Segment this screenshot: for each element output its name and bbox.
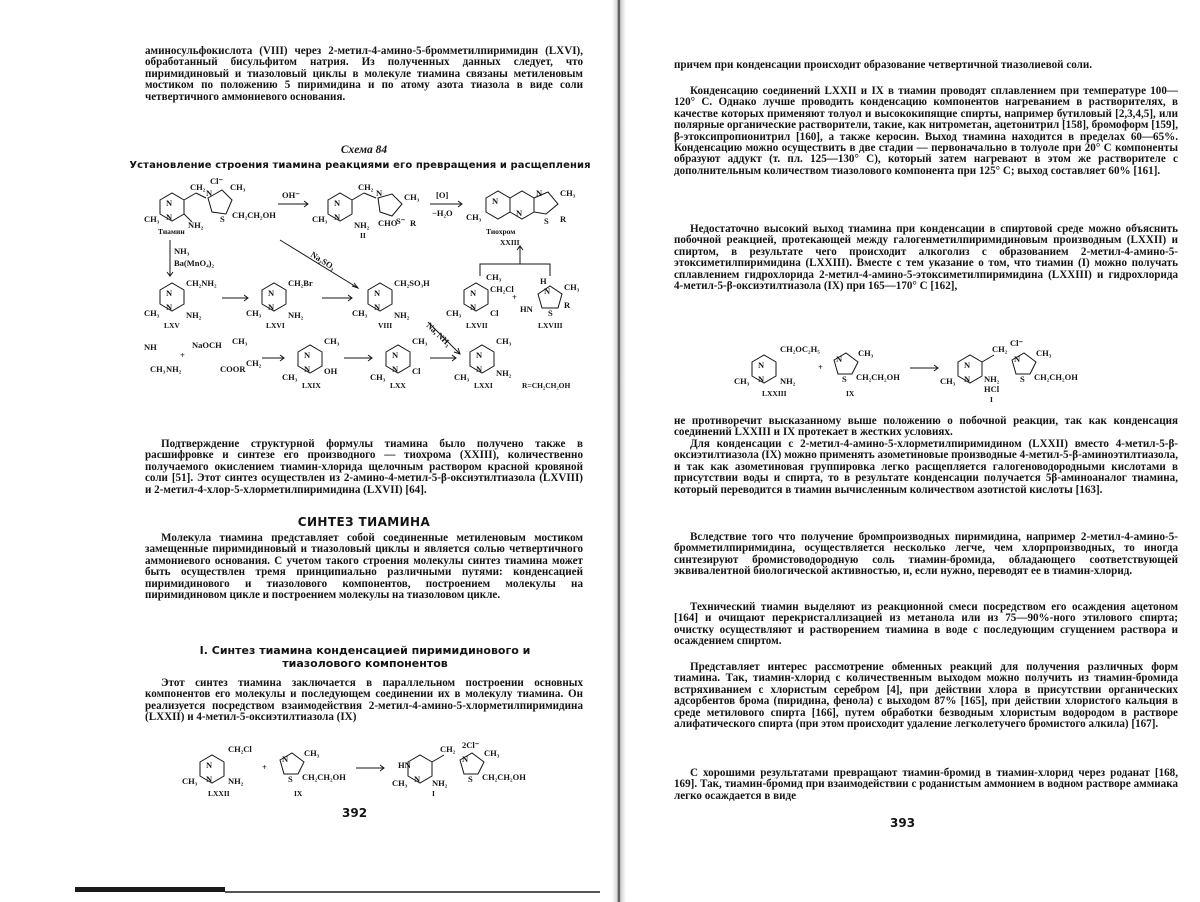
svg-text:S: S xyxy=(842,374,847,384)
svg-text:CH₂: CH₂ xyxy=(992,344,1008,354)
svg-text:CH₂: CH₂ xyxy=(246,358,262,368)
scan-edge-bar xyxy=(75,887,225,892)
label-thiochrome: Тиохром xyxy=(486,227,516,236)
svg-text:S: S xyxy=(548,308,553,318)
structure-ix-right xyxy=(834,348,900,398)
thiochrome-structure xyxy=(466,188,576,247)
structure-lxv xyxy=(144,278,217,330)
svg-text:NH₂: NH₂ xyxy=(228,776,244,786)
structure-lxvi xyxy=(246,278,313,330)
svg-text:N: N xyxy=(470,302,477,312)
label-lxvi: LXVI xyxy=(266,321,285,330)
svg-text:N: N xyxy=(462,754,469,764)
label-lxxii: LXXII xyxy=(208,789,230,798)
svg-text:N: N xyxy=(334,212,341,222)
svg-text:NH₂: NH₂ xyxy=(394,310,410,320)
svg-text:S⁻: S⁻ xyxy=(396,216,406,226)
label-ii: II xyxy=(360,231,366,240)
label-oh-minus: OH⁻ xyxy=(282,190,300,200)
svg-text:NH₂: NH₂ xyxy=(432,778,448,788)
label-na-nh3: Na, NH₃ xyxy=(424,320,454,349)
label-na2so3: Na₂SO₃ xyxy=(308,249,337,272)
svg-text:N: N xyxy=(206,774,213,784)
structure-lxviii xyxy=(520,276,580,330)
label-i-right: I xyxy=(990,395,993,404)
svg-text:CH₃: CH₃ xyxy=(1036,348,1052,358)
svg-text:CH₂NH₂: CH₂NH₂ xyxy=(186,278,217,288)
svg-text:N: N xyxy=(374,302,381,312)
svg-text:N: N xyxy=(282,754,289,764)
label-ix: IX xyxy=(294,789,303,798)
svg-text:NH₂: NH₂ xyxy=(166,364,182,374)
svg-text:N: N xyxy=(414,774,421,784)
svg-text:N: N xyxy=(392,350,399,360)
svg-text:CH₂Br: CH₂Br xyxy=(288,278,313,288)
svg-text:NH₂: NH₂ xyxy=(188,220,204,230)
svg-text:CH₂SO₃H: CH₂SO₃H xyxy=(394,278,430,288)
svg-text:N: N xyxy=(206,188,213,198)
right-page xyxy=(622,0,1200,902)
paragraph-r1: причем при конденсации происходит образование четвертичной тиазолиевой соли. xyxy=(674,59,1093,71)
scheme-84-diagram xyxy=(140,176,600,396)
svg-text:N: N xyxy=(1014,354,1021,364)
svg-text:N: N xyxy=(374,288,381,298)
svg-text:CH₃: CH₃ xyxy=(466,212,482,222)
label-lxx: LXX xyxy=(390,381,406,390)
svg-text:+: + xyxy=(818,362,823,372)
svg-text:CH₃: CH₃ xyxy=(370,372,386,382)
svg-text:N: N xyxy=(536,188,543,198)
svg-text:CH₂Cl: CH₂Cl xyxy=(490,284,514,294)
svg-text:CH₂CH₂OH: CH₂CH₂OH xyxy=(232,210,276,220)
scan-edge-line xyxy=(225,891,600,893)
svg-text:N: N xyxy=(544,286,551,296)
section-title: СИНТЕЗ ТИАМИНА xyxy=(297,515,431,529)
svg-text:CH₂CH₂OH: CH₂CH₂OH xyxy=(856,372,900,382)
label-i: I xyxy=(432,789,435,798)
svg-text:CH₂CH₂OH: CH₂CH₂OH xyxy=(1034,372,1078,382)
label-hcl: HCl xyxy=(984,384,1000,394)
svg-text:HN: HN xyxy=(398,760,411,770)
svg-text:CH₃: CH₃ xyxy=(304,748,320,758)
svg-text:N: N xyxy=(376,188,383,198)
svg-text:S: S xyxy=(220,214,225,224)
svg-text:H: H xyxy=(540,276,547,286)
svg-text:N: N xyxy=(166,288,173,298)
svg-text:HN: HN xyxy=(520,304,533,314)
svg-text:CH₂: CH₂ xyxy=(358,182,374,192)
label-lxvii: LXVII xyxy=(466,321,488,330)
svg-text:CH₂CH₂OH: CH₂CH₂OH xyxy=(302,772,346,782)
paragraph-r9: С хорошими результатами превращают тиамин-бромид в тиамин-хлорид через роданат [168, 169]. Так, тиамин-бромид при взаимодействии с роданистым аммонием в водном растворе аммиака легко осаждается в виде xyxy=(674,767,1178,802)
paragraph-confirmation: Подтверждение структурной формулы тиамина было получено также в расшифровке и синтезе его производного — тиохрома (XXIII), количественно получаемого окислением тиамин-хлорида щелочным раствором красной кровяной соли [51]. Этот синтез осуществлен из 2-амино-4-метил-5-β-оксиэтилтиазола (LXVIII) и 2-метил-4-хлор-5-хлорметилпиримидина (LXVII) [64]. xyxy=(145,438,583,496)
label-lxxi: LXXI xyxy=(474,381,493,390)
paragraph-intro: аминосульфокислота (VIII) через 2-метил-4-амино-5-бромметилпиримидин (LXVI), обработанный бисульфитом натрия. Из полученных данных следует, что пиримидиновый и тиазоловый циклы в молекуле тиамина связаны метиленовым мостиком по положению 5 пиримидина и по атому азота тиазола в виде соли четвертичного аммониевого основания. xyxy=(145,45,583,103)
svg-text:CH₃: CH₃ xyxy=(182,776,198,786)
svg-text:CH₃: CH₃ xyxy=(392,778,408,788)
paragraph-r5: Для конденсации с 2-метил-4-амино-5-хлорметилпиримидином (LXXII) вместо 4-метил-5-β-оксиэтилтиазола (IX) можно применять азометиновые производные 4-метил-5-β-аминоэтилтиазола, и так как азометиновая группировка легко расщепляется галогеноводородными кислотами в присутствии воды и спирта, то в результате конденсации получается 5β-аминоаналог тиамина, который переводится в тиамин вычисленным количеством азотистой кислоты [163]. xyxy=(674,438,1178,496)
label-lxv: LXV xyxy=(164,321,180,330)
svg-text:NaOCH: NaOCH xyxy=(192,340,222,350)
svg-text:N: N xyxy=(268,302,275,312)
svg-text:CHO: CHO xyxy=(378,218,398,228)
svg-text:CH₃: CH₃ xyxy=(496,336,512,346)
paragraph-molecule: Молекула тиамина представляет собой соединенные метиленовым мостиком замещенные пиримидиновый и тиазоловый циклы и является солью четвертичного аммониевого основания. С учетом такого строения молекулы синтез тиамина может быть осуществлен тремя принципиально различными путями: конденсацией пиримидинового и тиазолового компонентов, построением молекулы на пиримидиновом цикле и построением молекулы на тиазоловом цикле. xyxy=(145,532,583,602)
svg-text:CH₂Cl: CH₂Cl xyxy=(228,744,252,754)
svg-text:CH₃: CH₃ xyxy=(312,214,328,224)
structure-lxxii xyxy=(182,744,252,798)
label-nh3: NH₃ xyxy=(174,246,190,256)
paragraph-r4: не противоречит высказанному выше положению о побочной реакции, так как конденсация соединений LXXIII и IX протекает в жестких условиях. xyxy=(674,415,1178,439)
svg-text:CH₃: CH₃ xyxy=(734,376,750,386)
svg-text:NH₂: NH₂ xyxy=(496,368,512,378)
label-bamno: Ba(MnO₄)₂ xyxy=(174,258,215,268)
label-thiamine: Тиамин xyxy=(158,227,185,236)
structure-lxxiii xyxy=(734,344,820,398)
svg-text:CH₃: CH₃ xyxy=(858,348,874,358)
svg-text:Cl⁻: Cl⁻ xyxy=(210,176,223,186)
synthesis-scheme xyxy=(170,740,570,800)
svg-text:R: R xyxy=(564,300,571,310)
svg-text:OH: OH xyxy=(324,366,338,376)
svg-text:CH₃: CH₃ xyxy=(404,192,420,202)
svg-text:+: + xyxy=(180,350,185,360)
svg-text:CH₃: CH₃ xyxy=(564,282,580,292)
svg-text:N: N xyxy=(166,212,173,222)
svg-text:N: N xyxy=(836,354,843,364)
svg-text:CH₃: CH₃ xyxy=(412,336,428,346)
svg-text:Cl: Cl xyxy=(490,308,499,318)
svg-text:CH₃: CH₃ xyxy=(446,308,462,318)
svg-text:S: S xyxy=(288,774,293,784)
svg-text:CH₃: CH₃ xyxy=(454,372,470,382)
svg-text:N: N xyxy=(758,374,765,384)
label-ix-right: IX xyxy=(846,389,855,398)
svg-text:S: S xyxy=(1020,374,1025,384)
svg-text:CH₃: CH₃ xyxy=(144,308,160,318)
svg-text:R: R xyxy=(410,218,417,228)
svg-text:R: R xyxy=(560,214,567,224)
label-minus-h2o: −H₂O xyxy=(432,208,453,218)
page-number-right: 393 xyxy=(890,816,916,830)
structure-ii xyxy=(312,182,420,240)
subsection-title: I. Синтез тиамина конденсацией пиримидинового и тиазолового компонентов xyxy=(199,644,531,670)
structure-lxxi xyxy=(454,336,512,390)
svg-text:NH₂: NH₂ xyxy=(354,220,370,230)
svg-text:N: N xyxy=(758,360,765,370)
paragraph-r7: Технический тиамин выделяют из реакционной смеси посредством его осаждения ацетоном [164] и очищают перекристаллизацией из метанола или из 75—90%-ного этилового спирта; очистку осуществляют и растворением тиамина в воде с последующим сгущением раствора и осаждением спиртом. xyxy=(674,601,1178,648)
label-lxix: LXIX xyxy=(302,381,321,390)
svg-text:CH₂: CH₂ xyxy=(190,182,206,192)
structure-lxvii xyxy=(446,272,514,330)
structure-viii xyxy=(352,278,430,330)
thiamine-structure xyxy=(144,176,276,236)
scheme-lxxiii xyxy=(722,340,1122,402)
paragraph-synthesis: Этот синтез тиамина заключается в параллельном построении основных компонентов его молекулы и последующем соединении их в молекулу тиамина. Он реализуется посредством взаимодействия 2-метил-4-амино-5-хлорметилпиримидина (LXXII) и 4-метил-5-оксиэтилтиазола (IX) xyxy=(145,677,583,724)
svg-text:CH₃: CH₃ xyxy=(352,308,368,318)
svg-text:N: N xyxy=(492,196,499,206)
svg-text:N: N xyxy=(476,364,483,374)
svg-text:N: N xyxy=(476,350,483,360)
structure-lxix xyxy=(282,336,340,390)
svg-text:NH₂: NH₂ xyxy=(186,310,202,320)
svg-text:CH₃: CH₃ xyxy=(282,372,298,382)
svg-text:CH₃: CH₃ xyxy=(324,336,340,346)
svg-text:CH₃: CH₃ xyxy=(486,272,502,282)
svg-text:2Cl⁻: 2Cl⁻ xyxy=(462,740,480,750)
structure-ix xyxy=(280,748,346,798)
svg-text:Cl: Cl xyxy=(412,366,421,376)
svg-text:N: N xyxy=(268,288,275,298)
structure-thiamine-product xyxy=(392,740,526,798)
structure-amidine xyxy=(144,336,262,374)
svg-text:S: S xyxy=(468,774,473,784)
scheme-caption: Схема 84 xyxy=(340,144,388,156)
svg-text:N: N xyxy=(304,364,311,374)
svg-text:N: N xyxy=(206,760,213,770)
svg-text:N: N xyxy=(964,374,971,384)
svg-text:CH₃: CH₃ xyxy=(150,364,166,374)
label-oxidation: [O] xyxy=(436,190,449,200)
svg-text:NH₂: NH₂ xyxy=(288,310,304,320)
svg-text:S: S xyxy=(544,216,549,226)
label-lxviii: LXVIII xyxy=(538,321,563,330)
svg-text:+: + xyxy=(262,762,267,772)
structure-lxx xyxy=(370,336,428,390)
svg-text:CH₂: CH₂ xyxy=(440,744,456,754)
svg-text:CH₂OC₂H₅: CH₂OC₂H₅ xyxy=(780,344,820,354)
structure-thiamine-right xyxy=(940,338,1078,404)
svg-text:+: + xyxy=(512,292,517,302)
svg-text:CH₃: CH₃ xyxy=(560,188,576,198)
label-r-definition: R=CH₂CH₂OH xyxy=(522,381,571,390)
paragraph-r3: Недостаточно высокий выход тиамина при конденсации в спиртовой среде можно объяснить побочной реакцией, протекающей между галогенметилпиримидиновым производным (LXXII) и спиртом, в результате чего происходит алкоголиз с образованием 2-метил-4-амино-5-этоксиметилпиримидина (LXXIII). Вместе с тем указание о том, что тиамин (I) можно получать сплавлением гидрохлорида 2-метил-4-амино-5-этоксиметилпиримидина (LXXIII) и гидрохлорида 4-метил-5-β-оксиэтилтиазола (IX) при 165—170° С [162], xyxy=(674,223,1178,293)
svg-text:NH: NH xyxy=(144,342,157,352)
svg-text:N: N xyxy=(964,360,971,370)
paragraph-r2: Конденсацию соединений LXXII и IX в тиамин проводят сплавлением при температуре 100—120° С. Однако лучше проводить конденсацию компонентов нагреванием в растворителях, в качестве которых применяют толуол и высококипящие спирты, например бутиловый [2,3,4,5], или полярные органические растворители, такие, как нитрометан, ацетонитрил [158], бромоформ [159], β-этоксипропионитрил [160], а также керосин. Выход тиамина находится в пределах 60—65%. Конденсацию можно осуществить в две стадии — первоначально в толуоле при 20° С компоненты образуют аддукт (т. пл. 125—130° С), который затем нагревают в этом же растворителе с дополнительным количеством тиазолового компонента при 125° С; выход составляет 60% [161]. xyxy=(674,85,1178,177)
svg-text:CH₃: CH₃ xyxy=(144,214,160,224)
svg-text:CH₃: CH₃ xyxy=(246,308,262,318)
label-lxxiii: LXXIII xyxy=(762,389,787,398)
svg-text:N: N xyxy=(470,288,477,298)
svg-text:NH₂: NH₂ xyxy=(780,376,796,386)
svg-text:N: N xyxy=(392,364,399,374)
svg-text:CH₃: CH₃ xyxy=(484,748,500,758)
scheme-title: Установление строения тиамина реакциями его превращения и расщепления xyxy=(129,160,591,171)
svg-text:CH₃: CH₃ xyxy=(232,336,248,346)
svg-text:N: N xyxy=(516,208,523,218)
svg-text:CH₃: CH₃ xyxy=(940,376,956,386)
svg-text:NH₂: NH₂ xyxy=(984,374,1000,384)
paragraph-r8: Представляет интерес рассмотрение обменных реакций для получения различных форм тиамина. Так, тиамин-хлорид с количественным выходом можно получить из тиамин-бромида встряхиванием с хлористым серебром [4], при действии хлора в присутствии органических адсорбентов брома (пиридина, фенола) с выходом 87% [165], при действии хлористого кальция в среде метилового спирта [166], путем обработки безводным хлористым водородом в растворе алифатического спирта (при этом происходит удаление легколетучего бромистого алкила) [167]. xyxy=(674,661,1178,731)
page-number-left: 392 xyxy=(342,806,368,820)
svg-text:N: N xyxy=(304,350,311,360)
svg-text:N: N xyxy=(166,302,173,312)
svg-text:COOR: COOR xyxy=(220,364,246,374)
svg-text:CH₃: CH₃ xyxy=(230,182,246,192)
svg-text:N: N xyxy=(334,198,341,208)
svg-text:N: N xyxy=(166,198,173,208)
label-viii: VIII xyxy=(378,321,393,330)
svg-text:Cl⁻: Cl⁻ xyxy=(1010,338,1023,348)
label-xxiii: XXIII xyxy=(500,238,520,247)
svg-text:CH₂CH₂OH: CH₂CH₂OH xyxy=(482,772,526,782)
paragraph-r6: Вследствие того что получение бромпроизводных пиримидина, например 2-метил-4-амино-5-бромметилпиримидина, осуществляется несколько легче, чем хлорпроизводных, то иногда синтезируют бромистоводородную соль тиамин-бромида, обладающего соответствующей эквивалентной биологической активностью, и, если нужно, переводят ее в тиамин-хлорид. xyxy=(674,531,1178,578)
